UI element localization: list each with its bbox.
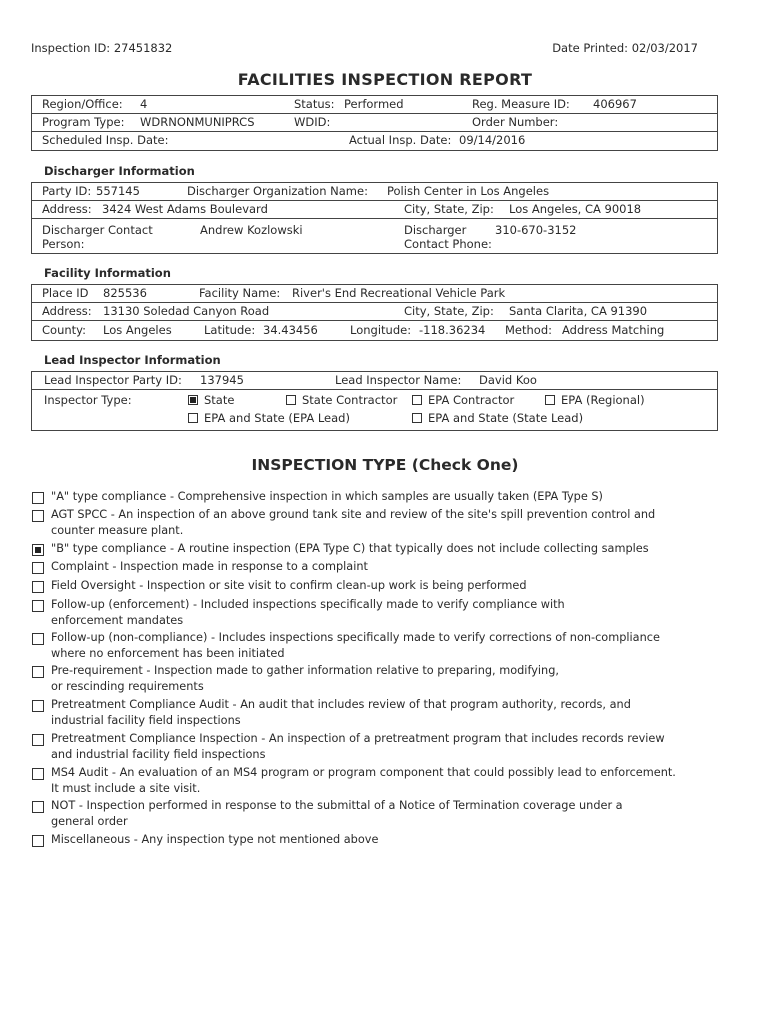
- wdid-label: WDID:: [294, 115, 331, 129]
- option-text: Complaint - Inspection made in response to a complaint: [51, 560, 368, 573]
- org-name-label: Discharger Organization Name:: [187, 184, 368, 198]
- status-label: Status:: [294, 97, 335, 111]
- summary-row-3: [32, 132, 717, 150]
- inspector-party-id-value: 137945: [200, 373, 244, 387]
- option-text: "A" type compliance - Comprehensive inspection in which samples are usually taken (EPA Type S): [51, 490, 603, 503]
- checkbox-icon[interactable]: [32, 510, 44, 522]
- actual-date-label: Actual Insp. Date:: [349, 133, 452, 147]
- facility-name-label: Facility Name:: [199, 286, 281, 300]
- checkbox-icon[interactable]: [32, 734, 44, 746]
- option-text: MS4 Audit - An evaluation of an MS4 program or program component that could possibly lead to enforcement.: [51, 766, 676, 779]
- option-text: NOT - Inspection performed in response to the submittal of a Notice of Termination coverage under a: [51, 799, 623, 812]
- checkbox-icon[interactable]: [32, 544, 44, 556]
- option-miscellaneous[interactable]: [32, 832, 722, 848]
- facility-address-label: Address:: [42, 304, 92, 318]
- option-text: Pre-requirement - Inspection made to gather information relative to preparing, modifying,: [51, 664, 559, 677]
- inspector-row-1: [32, 372, 717, 390]
- type-label-epa-state-epa-lead: EPA and State (EPA Lead): [204, 411, 350, 425]
- reg-measure-value: 406967: [593, 97, 637, 111]
- status-value: Performed: [344, 97, 404, 111]
- facility-row-3: [32, 321, 717, 340]
- inspector-type-state[interactable]: [188, 393, 234, 407]
- option-pretreatment-audit[interactable]: [32, 697, 722, 729]
- option-text: Field Oversight - Inspection or site visit to confirm clean-up work is being performed: [51, 579, 527, 592]
- checkbox-icon[interactable]: [412, 395, 422, 405]
- checkbox-icon[interactable]: [32, 492, 44, 504]
- county-value: Los Angeles: [103, 323, 172, 337]
- discharger-heading: Discharger Information: [44, 164, 195, 178]
- facility-name-value: River's End Recreational Vehicle Park: [292, 286, 506, 300]
- place-id-label: Place ID: [42, 286, 89, 300]
- checkbox-icon[interactable]: [188, 413, 198, 423]
- checkbox-icon[interactable]: [32, 700, 44, 712]
- program-type-label: Program Type:: [42, 115, 125, 129]
- option-follow-up-non-compliance[interactable]: [32, 630, 722, 662]
- checkbox-icon[interactable]: [286, 395, 296, 405]
- inspection-id: Inspection ID: 27451832: [31, 41, 173, 55]
- option-text: Pretreatment Compliance Audit - An audit that includes review of that program authority, records, and: [51, 698, 631, 711]
- contact-label-2: Person:: [42, 237, 85, 251]
- region-label: Region/Office:: [42, 97, 123, 111]
- option-text-line2: counter measure plant.: [51, 524, 184, 537]
- facility-table: [31, 284, 718, 341]
- facility-city-label: City, State, Zip:: [404, 304, 494, 318]
- discharger-city-label: City, State, Zip:: [404, 202, 494, 216]
- inspector-name-label: Lead Inspector Name:: [335, 373, 462, 387]
- summary-row-1: [32, 96, 717, 114]
- checkbox-icon[interactable]: [32, 600, 44, 612]
- actual-date-value: 09/14/2016: [459, 133, 526, 147]
- option-text-line2: and industrial facility field inspections: [51, 748, 266, 761]
- county-label: County:: [42, 323, 86, 337]
- option-text: Follow-up (enforcement) - Included inspections specifically made to verify compliance with: [51, 598, 565, 611]
- report-title: FACILITIES INSPECTION REPORT: [237, 70, 533, 89]
- inspector-type-state-contractor[interactable]: [286, 393, 397, 407]
- checkbox-icon[interactable]: [412, 413, 422, 423]
- discharger-address-label: Address:: [42, 202, 92, 216]
- option-a-type[interactable]: [32, 489, 722, 505]
- checkbox-icon[interactable]: [32, 633, 44, 645]
- method-label: Method:: [505, 323, 553, 337]
- checkbox-icon[interactable]: [32, 801, 44, 813]
- option-text: Follow-up (non-compliance) - Includes inspections specifically made to verify corrections of non-compliance: [51, 631, 660, 644]
- option-not[interactable]: [32, 798, 722, 830]
- facility-heading: Facility Information: [44, 266, 171, 280]
- option-text-line2: where no enforcement has been initiated: [51, 647, 285, 660]
- checkbox-icon[interactable]: [32, 768, 44, 780]
- discharger-row-3: [32, 219, 717, 253]
- inspector-heading: Lead Inspector Information: [44, 353, 221, 367]
- option-text: AGT SPCC - An inspection of an above ground tank site and review of the site's spill prevention control and: [51, 508, 656, 521]
- inspector-party-id-label: Lead Inspector Party ID:: [44, 373, 182, 387]
- option-text: "B" type compliance - A routine inspection (EPA Type C) that typically does not include collecting samples: [51, 542, 649, 555]
- longitude-label: Longitude:: [350, 323, 412, 337]
- checkbox-icon[interactable]: [32, 562, 44, 574]
- summary-row-2: [32, 114, 717, 132]
- option-complaint[interactable]: [32, 559, 722, 575]
- region-value: 4: [140, 97, 148, 111]
- discharger-row-2: [32, 201, 717, 219]
- facility-row-2: [32, 303, 717, 321]
- party-id-label: Party ID:: [42, 184, 92, 198]
- checkbox-icon[interactable]: [188, 395, 198, 405]
- discharger-address-value: 3424 West Adams Boulevard: [102, 202, 268, 216]
- option-text-line2: It must include a site visit.: [51, 782, 201, 795]
- inspector-table: [31, 371, 718, 431]
- checkbox-icon[interactable]: [32, 835, 44, 847]
- phone-label-2: Contact Phone:: [404, 237, 492, 251]
- type-label-epa-regional: EPA (Regional): [561, 393, 645, 407]
- option-text: Miscellaneous - Any inspection type not mentioned above: [51, 833, 379, 846]
- phone-label-1: Discharger: [404, 223, 467, 237]
- program-type-value: WDRNONMUNIPRCS: [140, 115, 255, 129]
- checkbox-icon[interactable]: [545, 395, 555, 405]
- method-value: Address Matching: [562, 323, 665, 337]
- inspector-type-epa-regional[interactable]: [545, 393, 645, 407]
- order-number-label: Order Number:: [472, 115, 559, 129]
- type-label-epa-contractor: EPA Contractor: [428, 393, 515, 407]
- checkbox-icon[interactable]: [32, 666, 44, 678]
- checkbox-icon[interactable]: [32, 581, 44, 593]
- party-id-value: 557145: [96, 184, 140, 198]
- option-field-oversight[interactable]: [32, 578, 722, 594]
- inspector-name-value: David Koo: [479, 373, 537, 387]
- reg-measure-label: Reg. Measure ID:: [472, 97, 570, 111]
- inspector-type-label: Inspector Type:: [44, 393, 132, 407]
- inspector-type-epa-contractor[interactable]: [412, 393, 514, 407]
- longitude-value: -118.36234: [419, 323, 486, 337]
- discharger-table: [31, 182, 718, 254]
- inspector-type-epa-state-state-lead[interactable]: [412, 411, 583, 425]
- summary-table: [31, 95, 718, 151]
- type-label-state: State: [204, 393, 235, 407]
- phone-value: 310-670-3152: [495, 223, 577, 237]
- latitude-value: 34.43456: [263, 323, 318, 337]
- option-pretreatment-inspection[interactable]: [32, 731, 722, 763]
- inspection-type-heading: INSPECTION TYPE (Check One): [251, 456, 519, 474]
- contact-value: Andrew Kozlowski: [200, 223, 303, 237]
- scheduled-date-label: Scheduled Insp. Date:: [42, 133, 169, 147]
- facility-row-1: [32, 285, 717, 303]
- contact-label-1: Discharger Contact: [42, 223, 153, 237]
- inspector-type-epa-state-epa-lead[interactable]: [188, 411, 350, 425]
- option-text-line2: general order: [51, 815, 128, 828]
- option-text: Pretreatment Compliance Inspection - An inspection of a pretreatment program that includes records review: [51, 732, 665, 745]
- latitude-label: Latitude:: [204, 323, 256, 337]
- type-label-state-contractor: State Contractor: [302, 393, 398, 407]
- option-text-line2: industrial facility field inspections: [51, 714, 241, 727]
- option-ms4-audit[interactable]: [32, 765, 722, 797]
- discharger-city-value: Los Angeles, CA 90018: [509, 202, 642, 216]
- option-agt-spcc[interactable]: [32, 507, 722, 539]
- facility-address-value: 13130 Soledad Canyon Road: [103, 304, 270, 318]
- discharger-row-1: [32, 183, 717, 201]
- option-text-line2: or rescinding requirements: [51, 680, 204, 693]
- option-pre-requirement[interactable]: [32, 663, 722, 695]
- option-b-type[interactable]: [32, 541, 722, 557]
- facility-city-value: Santa Clarita, CA 91390: [509, 304, 648, 318]
- place-id-value: 825536: [103, 286, 147, 300]
- org-name-value: Polish Center in Los Angeles: [387, 184, 550, 198]
- date-printed: Date Printed: 02/03/2017: [552, 41, 698, 55]
- inspector-row-2: [32, 390, 717, 430]
- option-text-line2: enforcement mandates: [51, 614, 184, 627]
- option-follow-up-enforcement[interactable]: [32, 597, 722, 629]
- type-label-epa-state-state-lead: EPA and State (State Lead): [428, 411, 584, 425]
